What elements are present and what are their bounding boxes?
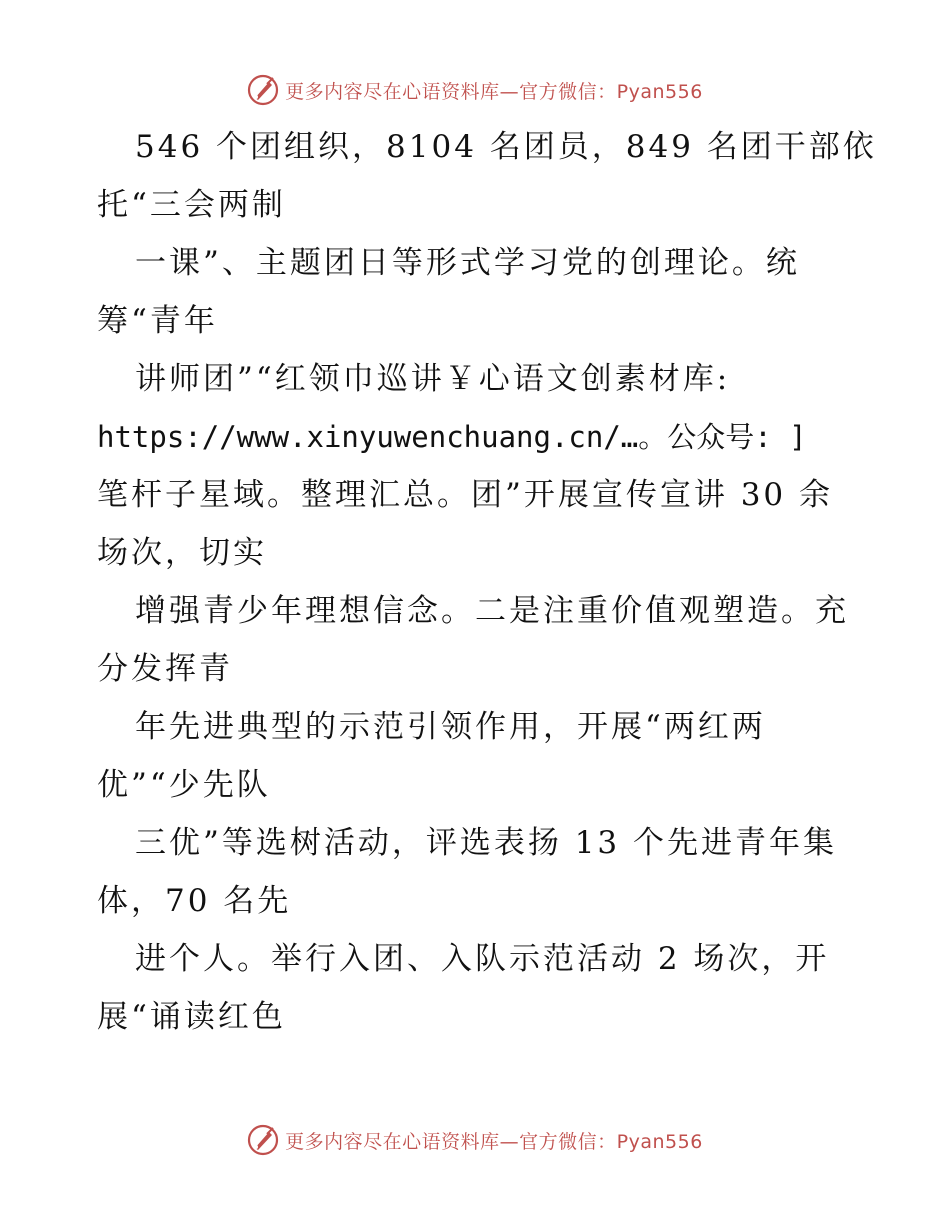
text-line: 体，70 名先 xyxy=(97,883,292,919)
text-line: 展“诵读红色 xyxy=(97,999,286,1035)
footer-banner-text: 更多内容尽在心语资料库—官方微信：Pyan556 xyxy=(285,1130,703,1153)
text-line: 三优”等选树活动，评选表扬 13 个先进青年集 xyxy=(135,825,838,861)
text-line: 讲师团”“红领巾巡讲￥心语文创素材库: xyxy=(135,361,731,397)
footer-banner xyxy=(0,1118,950,1162)
text-line: 优”“少先队 xyxy=(97,767,271,803)
quill-logo-icon xyxy=(247,74,279,106)
text-line: 546 个团组织，8104 名团员，849 名团干部依 xyxy=(135,129,877,165)
text-line: 一课”、主题团日等形式学习党的创理论。统 xyxy=(135,245,800,281)
text-line: 笔杆子星域。整理汇总。团”开展宣传宣讲 30 余 xyxy=(97,477,834,513)
header-banner-text: 更多内容尽在心语资料库—官方微信：Pyan556 xyxy=(285,80,703,103)
text-line: 分发挥青 xyxy=(97,651,233,687)
text-line-url: https://www.xinyuwenchuang.cn/…。公众号: ] xyxy=(97,420,807,454)
text-line: 场次，切实 xyxy=(97,535,267,571)
document-body xyxy=(97,118,877,1046)
text-line: 筹“青年 xyxy=(97,303,218,339)
quill-logo-icon xyxy=(247,1124,279,1156)
text-line: 托“三会两制 xyxy=(97,187,286,223)
text-line: 年先进典型的示范引领作用，开展“两红两 xyxy=(135,709,766,745)
text-line: 进个人。举行入团、入队示范活动 2 场次，开 xyxy=(135,941,830,977)
header-banner xyxy=(0,68,950,112)
text-line: 增强青少年理想信念。二是注重价值观塑造。充 xyxy=(135,593,849,629)
footer-banner-content xyxy=(247,1124,703,1156)
header-banner-content xyxy=(247,74,703,106)
